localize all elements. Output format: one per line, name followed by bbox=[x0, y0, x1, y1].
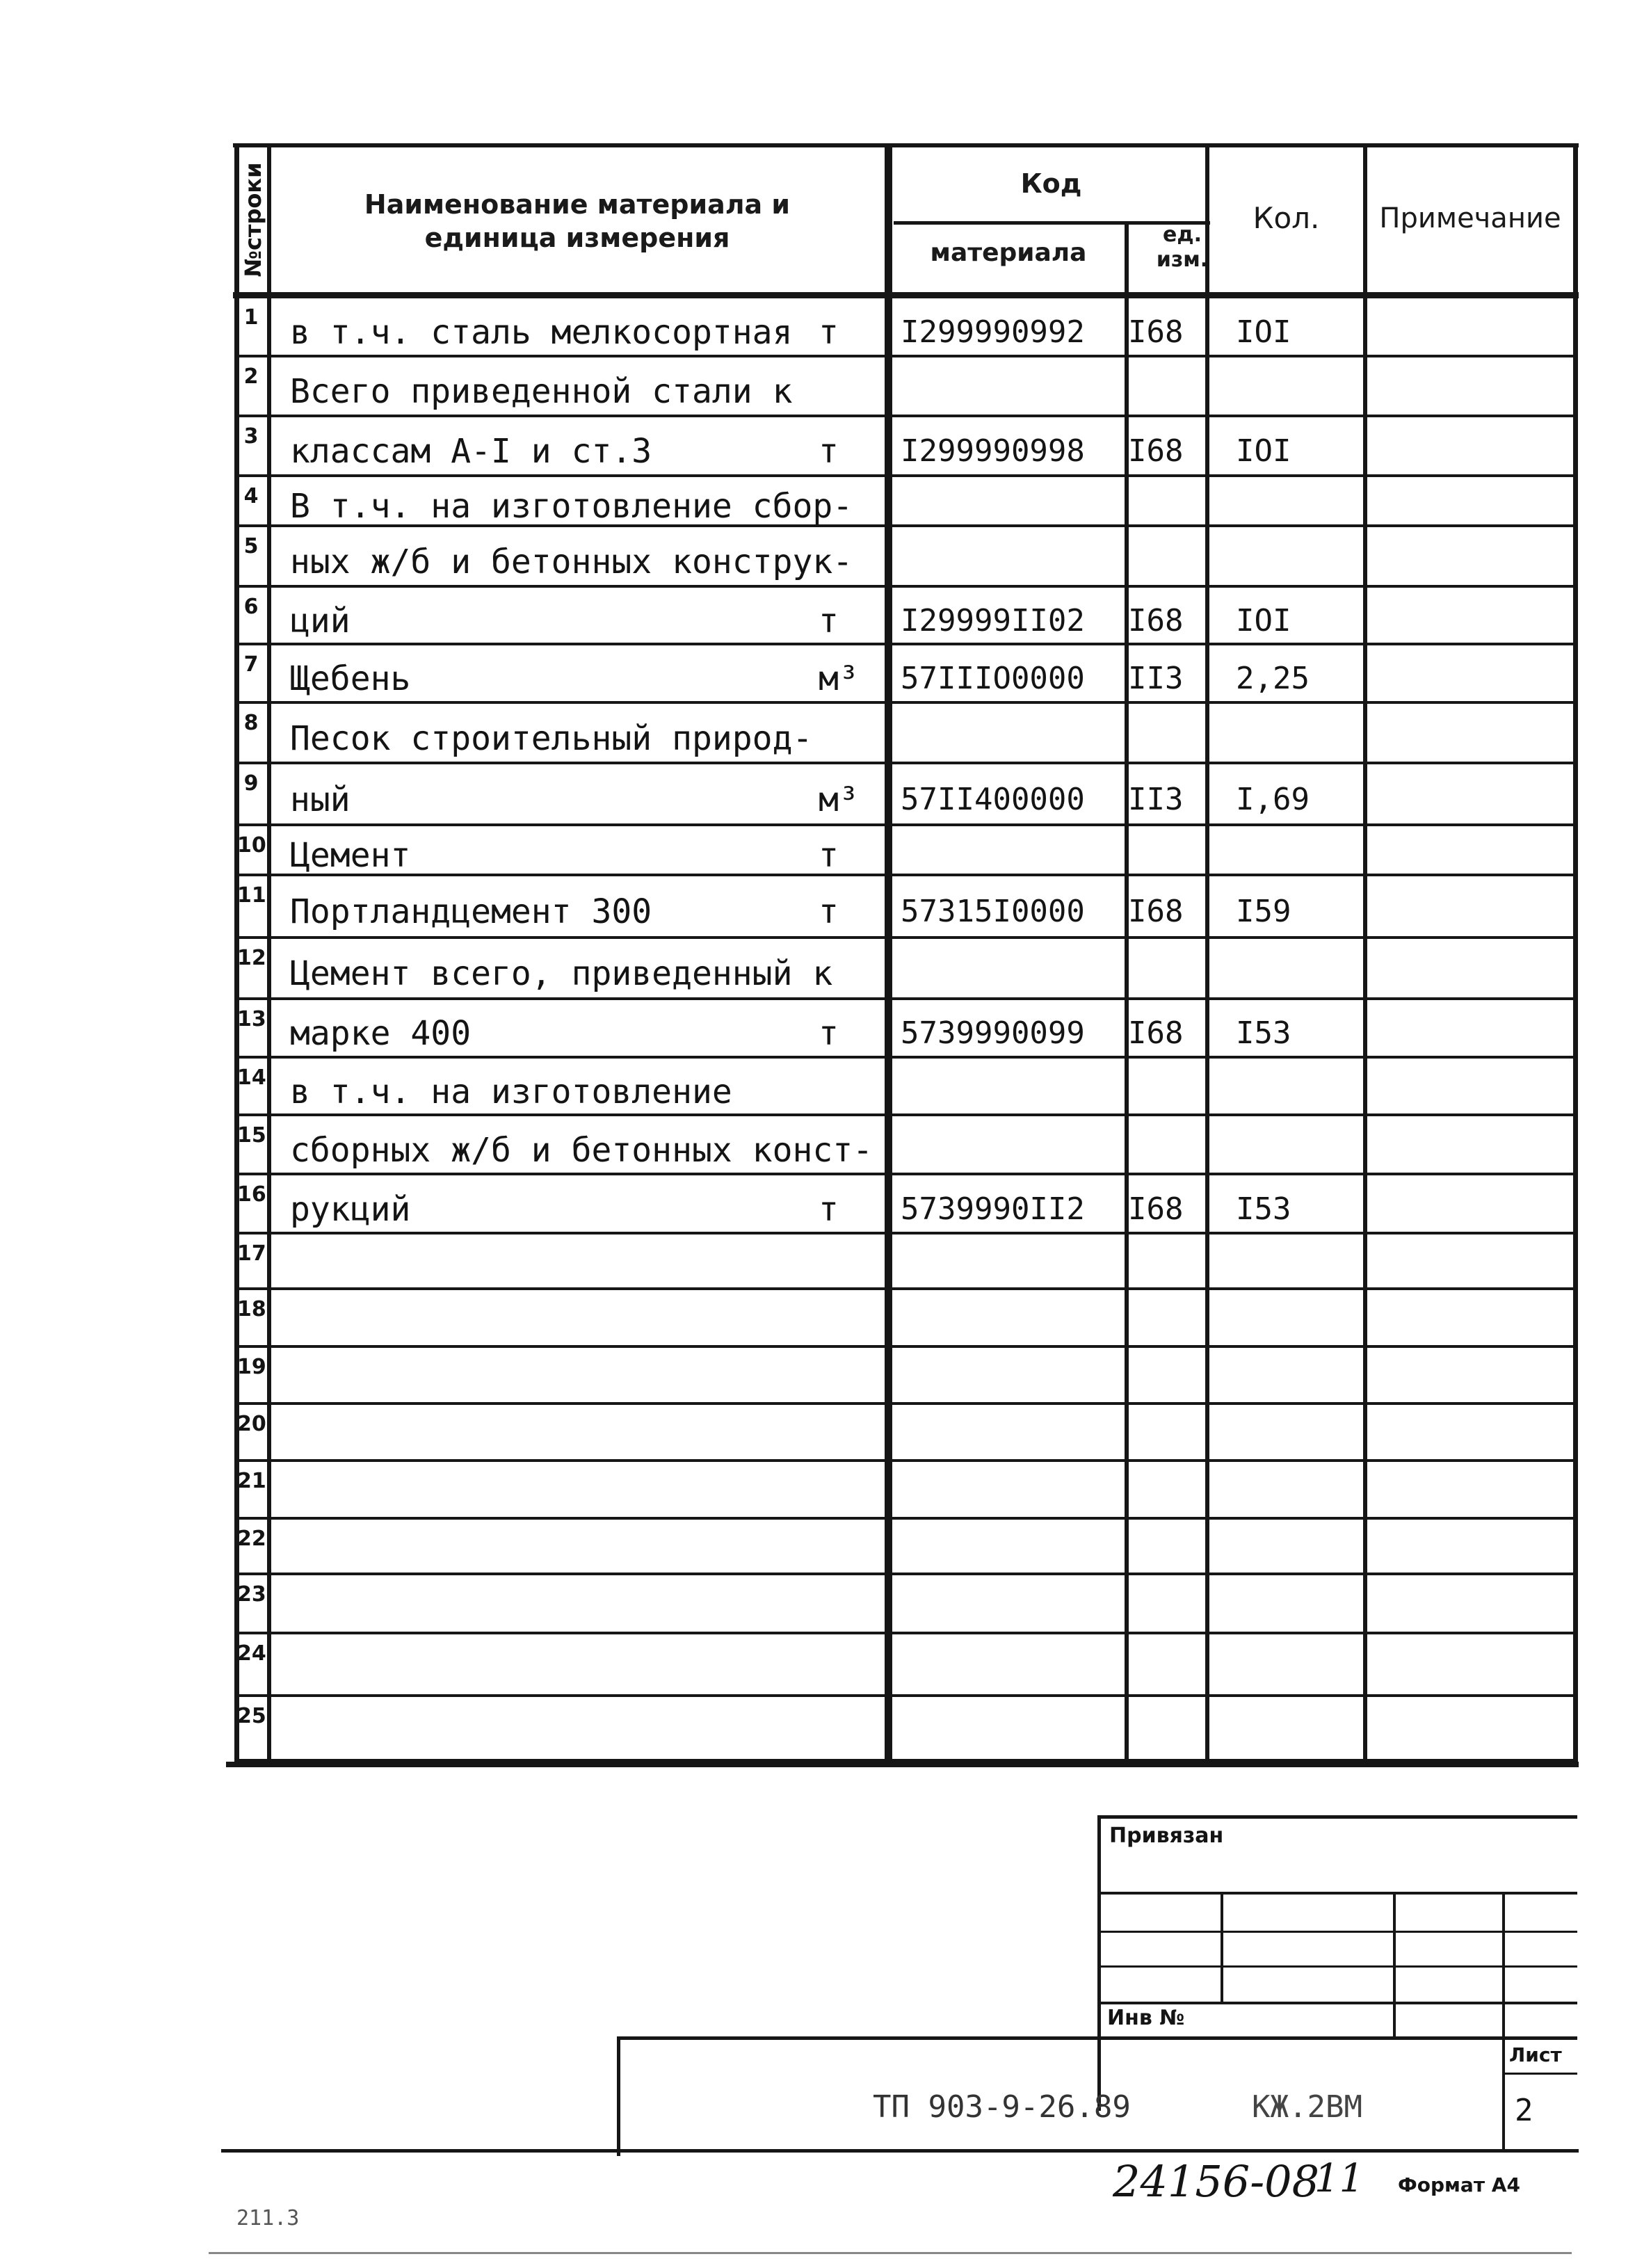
table-row bbox=[234, 1520, 1578, 1575]
unit: м³ bbox=[819, 780, 859, 819]
table-row bbox=[234, 357, 1578, 417]
title-block-bottom-line bbox=[221, 2149, 1579, 2153]
table-row bbox=[234, 1348, 1578, 1405]
unit-code: II3 bbox=[1128, 661, 1184, 696]
page-bottom-line bbox=[209, 2252, 1572, 2254]
table-row bbox=[234, 527, 1578, 588]
material-name: В т.ч. на изготовление сбор- bbox=[290, 487, 853, 526]
material-code: I299990998 bbox=[901, 433, 1085, 469]
table-row bbox=[234, 939, 1578, 1000]
table-row bbox=[234, 826, 1578, 876]
table-row bbox=[234, 477, 1578, 527]
corner-code: 211.3 bbox=[236, 2206, 300, 2230]
material-name: в т.ч. на изготовление bbox=[290, 1072, 732, 1111]
qty-column-header: Кол. bbox=[1253, 201, 1320, 235]
material-name: ций bbox=[290, 601, 351, 641]
table-row bbox=[234, 1059, 1578, 1116]
material-name: в т.ч. сталь мелкосортная bbox=[290, 312, 793, 352]
row-number: 20 bbox=[237, 1412, 266, 1436]
table-top-border bbox=[233, 143, 1579, 147]
unit: т bbox=[819, 601, 839, 641]
unit: м³ bbox=[819, 659, 859, 698]
handwritten-number: 24156-08 bbox=[1113, 2156, 1320, 2207]
row-number: 4 bbox=[243, 484, 259, 508]
table-row bbox=[234, 1175, 1578, 1234]
row-number: 22 bbox=[237, 1527, 266, 1551]
stamp-line-4 bbox=[1097, 2002, 1577, 2004]
format-label: Формат А4 bbox=[1398, 2173, 1520, 2196]
row-number: 10 bbox=[237, 833, 266, 858]
unit-code: I68 bbox=[1128, 1015, 1184, 1051]
table-row bbox=[234, 704, 1578, 764]
name-column-header: Наименование материала и единица измерения bbox=[364, 189, 791, 253]
material-name: Всего приведенной стали к bbox=[290, 372, 793, 411]
table-row bbox=[234, 1634, 1578, 1697]
row-number: 3 bbox=[243, 424, 259, 449]
quantity: IOI bbox=[1236, 433, 1291, 469]
material-name: Щебень bbox=[290, 659, 411, 698]
material-code: 5739990099 bbox=[901, 1015, 1085, 1051]
table-row bbox=[234, 876, 1578, 939]
unit-code: II3 bbox=[1128, 781, 1184, 817]
table-row bbox=[234, 1575, 1578, 1634]
table-row bbox=[234, 1462, 1578, 1520]
table-row bbox=[234, 1116, 1578, 1175]
row-number: 12 bbox=[237, 946, 266, 970]
stamp-line-1 bbox=[1097, 1892, 1577, 1895]
material-code: 57315I0000 bbox=[901, 894, 1085, 929]
material-name: Цемент всего, приведенный к bbox=[290, 954, 833, 993]
row-number: 14 bbox=[237, 1065, 266, 1090]
unit: т bbox=[819, 1189, 839, 1229]
stamp-vline-1 bbox=[1221, 1892, 1223, 2002]
quantity: I,69 bbox=[1236, 781, 1310, 817]
material-name: Портландцемент 300 bbox=[290, 892, 652, 931]
material-code-header: материала bbox=[930, 239, 1087, 267]
unit: т bbox=[819, 312, 839, 352]
unit-code: I68 bbox=[1128, 602, 1184, 638]
quantity: IOI bbox=[1236, 602, 1291, 638]
stamp-vline-2 bbox=[1393, 1892, 1396, 2038]
material-name: ных ж/б и бетонных конструк- bbox=[290, 542, 853, 581]
material-name: Цемент bbox=[290, 836, 411, 875]
row-number-header-label: №строки bbox=[240, 162, 266, 278]
row-number: 15 bbox=[237, 1123, 266, 1148]
table-bottom-border bbox=[226, 1762, 1579, 1767]
stamp-line-3 bbox=[1097, 1965, 1577, 1968]
inventory-number-label: Инв № bbox=[1107, 2006, 1185, 2030]
table-row bbox=[234, 298, 1578, 357]
quantity: 2,25 bbox=[1236, 661, 1310, 696]
unit: т bbox=[819, 892, 839, 931]
material-name: Песок строительный природ- bbox=[290, 718, 813, 758]
row-number: 13 bbox=[237, 1007, 266, 1031]
row-number: 25 bbox=[237, 1704, 266, 1728]
row-number: 8 bbox=[243, 711, 259, 735]
unit-code: I68 bbox=[1128, 1191, 1184, 1227]
material-name: марке 400 bbox=[290, 1014, 472, 1053]
handwritten-mark: 11 bbox=[1314, 2156, 1364, 2201]
table-row bbox=[234, 1290, 1578, 1348]
row-number: 2 bbox=[243, 364, 259, 389]
bound-label: Привязан bbox=[1109, 1824, 1224, 1848]
row-number: 5 bbox=[243, 534, 259, 558]
material-code: 57IIIO0000 bbox=[901, 661, 1085, 696]
material-code: 5739990II2 bbox=[901, 1191, 1085, 1227]
material-code: I299990992 bbox=[901, 314, 1085, 350]
material-name: классам А-I и ст.3 bbox=[290, 432, 652, 471]
sheet-label: Лист bbox=[1509, 2043, 1562, 2066]
row-number: 24 bbox=[237, 1641, 266, 1666]
unit: т bbox=[819, 432, 839, 471]
row-number: 23 bbox=[237, 1582, 266, 1607]
code-column-header: Код bbox=[1020, 168, 1082, 199]
material-code: 57II400000 bbox=[901, 781, 1085, 817]
header-bottom-border bbox=[233, 292, 1579, 298]
table-row bbox=[234, 1405, 1578, 1462]
row-number: 19 bbox=[237, 1355, 266, 1379]
note-column-header: Примечание bbox=[1379, 202, 1561, 234]
quantity: I53 bbox=[1236, 1191, 1291, 1227]
quantity: I53 bbox=[1236, 1015, 1291, 1051]
document-mark: КЖ.2ВМ bbox=[1252, 2089, 1362, 2125]
quantity: IOI bbox=[1236, 314, 1291, 350]
table-row bbox=[234, 1234, 1578, 1290]
table-row bbox=[234, 645, 1578, 704]
material-name: ный bbox=[290, 780, 351, 819]
row-number: 21 bbox=[237, 1469, 266, 1493]
unit: т bbox=[819, 836, 839, 875]
table-row bbox=[234, 588, 1578, 645]
row-number: 1 bbox=[243, 305, 259, 330]
material-code: I29999II02 bbox=[901, 602, 1085, 638]
row-number: 9 bbox=[243, 771, 259, 796]
row-number: 7 bbox=[243, 652, 259, 677]
row-number: 17 bbox=[237, 1241, 266, 1266]
unit-code: I68 bbox=[1128, 894, 1184, 929]
row-number: 11 bbox=[237, 883, 266, 908]
row-number: 6 bbox=[243, 595, 259, 619]
unit-code: I68 bbox=[1128, 433, 1184, 469]
material-name: рукций bbox=[290, 1189, 411, 1229]
table-row bbox=[234, 1000, 1578, 1059]
document-code: ТП 903-9-26.89 bbox=[873, 2089, 1131, 2125]
sheet-label-line bbox=[1502, 2073, 1577, 2075]
material-name: сборных ж/б и бетонных конст- bbox=[290, 1130, 873, 1170]
table-row bbox=[234, 1697, 1578, 1762]
row-number-header bbox=[239, 147, 267, 292]
sheet-number: 2 bbox=[1515, 2093, 1533, 2128]
row-number: 18 bbox=[237, 1297, 266, 1321]
stamp-line-2 bbox=[1097, 1931, 1577, 1933]
table-row bbox=[234, 417, 1578, 477]
unit: т bbox=[819, 1014, 839, 1053]
table-row bbox=[234, 764, 1578, 826]
unit-code-header: ед. изм. bbox=[1156, 223, 1209, 272]
quantity: I59 bbox=[1236, 894, 1291, 929]
row-number: 16 bbox=[237, 1182, 266, 1207]
unit-code: I68 bbox=[1128, 314, 1184, 350]
